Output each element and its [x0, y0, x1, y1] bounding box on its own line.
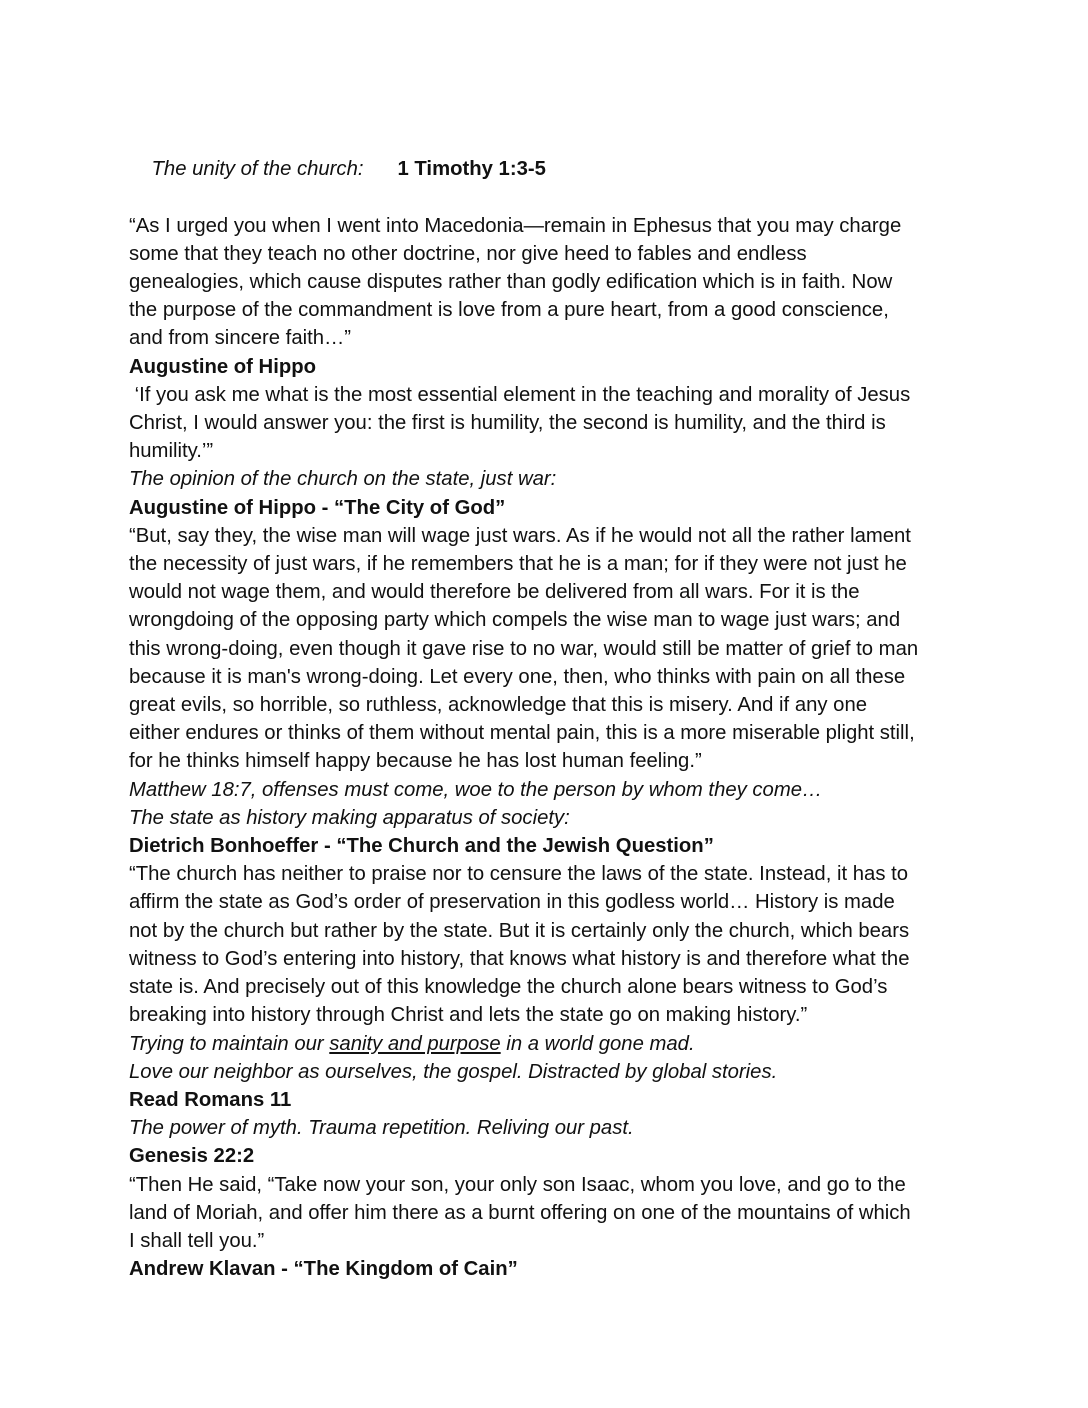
quote-line: breaking into history through Christ and lets the state go on making history.” — [129, 1004, 808, 1027]
reading-heading: Read Romans 11 — [129, 1088, 292, 1111]
quote-line: “As I urged you when I went into Macedonia—remain in Ephesus that you may charge — [129, 214, 902, 237]
topic-note-sanity: Trying to maintain our sanity and purpose in a world gone mad. — [129, 1032, 695, 1055]
topic-note: Love our neighbor as ourselves, the gospel. Distracted by global stories. — [129, 1060, 778, 1083]
quote-line: affirm the state as God’s order of preservation in this godless world… History is made — [129, 891, 895, 914]
quote-line: humility.’” — [129, 440, 214, 463]
quote-line: witness to God’s entering into history, that knows what history is and therefore what the — [129, 947, 910, 970]
quote-line: “Then He said, “Take now your son, your only son Isaac, whom you love, and go to the — [129, 1173, 906, 1196]
quote-line: I shall tell you.” — [129, 1229, 265, 1252]
scripture-heading: Genesis 22:2 — [129, 1145, 255, 1168]
quote-line: land of Moriah, and offer him there as a burnt offering on one of the mountains of which — [129, 1201, 911, 1224]
quote-line: not by the church but rather by the state. But it is certainly only the church, which bears — [129, 919, 910, 942]
topic-note: The state as history making apparatus of society: — [129, 806, 570, 829]
quote-line: “The church has neither to praise nor to censure the laws of the state. Instead, it has to — [129, 863, 909, 886]
quote-line: the necessity of just wars, if he remembers that he is a man; for if they were not just he — [129, 553, 907, 576]
author-heading: Andrew Klavan - “The Kingdom of Cain” — [129, 1258, 518, 1281]
quote-line: genealogies, which cause disputes rather than godly edification which is in faith. Now — [129, 271, 893, 294]
quote-line: wrongdoing of the opposing party which compels the wise man to wage just wars; and — [129, 609, 901, 632]
author-heading: Dietrich Bonhoeffer - “The Church and the Jewish Question” — [129, 835, 714, 858]
quote-line: some that they teach no other doctrine, nor give heed to fables and endless — [129, 242, 807, 265]
scripture-reference: 1 Timothy 1:3-5 — [397, 158, 546, 181]
document-page — [129, 127, 969, 1283]
quote-line: “But, say they, the wise man will wage just wars. As if he would not all the rather lament — [129, 524, 911, 547]
quote-line: Christ, I would answer you: the first is humility, the second is humility, and the third is — [129, 412, 886, 435]
quote-line: for he thinks himself happy because he has lost human feeling.” — [129, 750, 702, 773]
author-heading: Augustine of Hippo — [129, 355, 317, 378]
quote-line: the purpose of the commandment is love from a pure heart, from a good conscience, — [129, 299, 889, 322]
topic-note: The power of myth. Trauma repetition. Reliving our past. — [129, 1117, 634, 1140]
quote-line: great evils, so horrible, so ruthless, acknowledge that this is misery. And if any one — [129, 694, 867, 717]
section-header-unity — [129, 127, 969, 212]
topic-note: The opinion of the church on the state, just war: — [129, 468, 557, 491]
quote-line: state is. And precisely out of this knowledge the church alone bears witness to God’s — [129, 976, 888, 999]
topic-label: The unity of the church: — [151, 158, 364, 181]
quote-line: either endures or thinks of them without mental pain, this is a more miserable plight still, — [129, 722, 915, 745]
quote-line: and from sincere faith…” — [129, 327, 352, 350]
quote-line: ‘If you ask me what is the most essential element in the teaching and morality of Jesus — [129, 383, 911, 406]
quote-line: this wrong-doing, even though it gave rise to no war, would still be matter of grief to man — [129, 637, 919, 660]
quote-line: would not wage them, and would therefore be delivered from all wars. For it is the — [129, 581, 860, 604]
author-heading: Augustine of Hippo - “The City of God” — [129, 496, 506, 519]
topic-note: Matthew 18:7, offenses must come, woe to the person by whom they come… — [129, 778, 823, 801]
underlined-phrase: sanity and purpose — [329, 1032, 501, 1055]
quote-line: because it is man's wrong-doing. Let every one, then, who thinks with pain on all these — [129, 665, 906, 688]
